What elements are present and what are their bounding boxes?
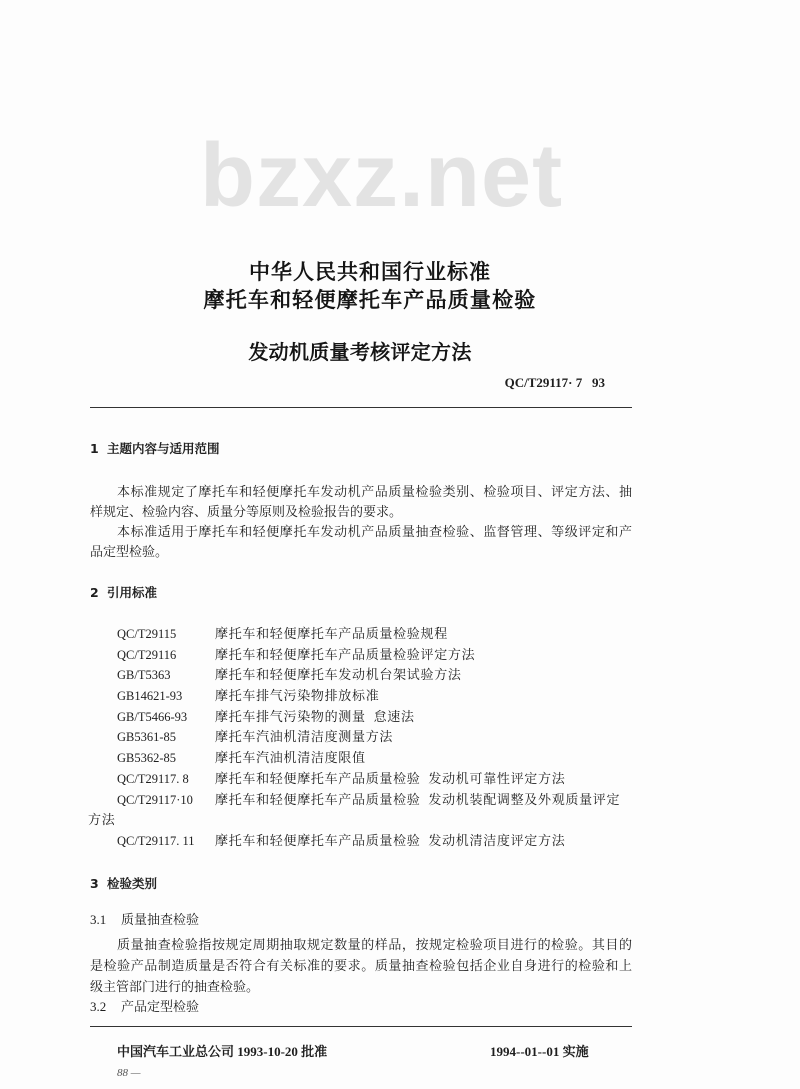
section-number: 3 [90, 876, 99, 891]
section-3-heading [90, 876, 157, 892]
paragraph-line: 本标准规定了摩托车和轻便摩托车发动机产品质量检验类别、检验项目、评定方法、抽 [117, 484, 632, 499]
reference-item [117, 707, 632, 728]
reference-name: 摩托车和轻便摩托车产品质量检验 发动机装配调整及外观质量评定 [215, 791, 621, 807]
reference-name: 摩托车和轻便摩托车产品质量检验评定方法 [215, 646, 476, 662]
paragraph-line: 是检验产品制造质量是否符合有关标准的要求。质量抽查检验包括企业自身进行的检验和上 [90, 958, 632, 973]
subsection-3-1-heading [90, 910, 199, 930]
document-subtitle: 发动机质量考核评定方法 [248, 340, 472, 364]
section-number: 1 [90, 441, 99, 456]
subsection-3-1-body [90, 934, 632, 997]
reference-code: GB5361-85 [117, 730, 177, 745]
reference-code: QC/T29117·10 [117, 792, 193, 807]
reference-code: QC/T29117. 8 [117, 771, 189, 786]
reference-code: GB/T5466-93 [117, 709, 188, 724]
footer-divider [90, 1026, 632, 1027]
reference-name: 摩托车汽油机清洁度测量方法 [215, 729, 394, 745]
subsection-number: 3.1 [90, 912, 107, 927]
effective-date: 1994--01--01 实施 [490, 1044, 589, 1059]
approval-line: 中国汽车工业总公司 1993-10-20 批准 [117, 1044, 328, 1059]
subsection-number: 3.2 [90, 999, 107, 1014]
reference-item [117, 769, 632, 790]
section-title: 引用标准 [107, 585, 158, 600]
reference-item [117, 831, 632, 852]
page-number: 88 — [117, 1067, 141, 1079]
reference-item [117, 665, 632, 686]
reference-item [117, 686, 632, 707]
reference-name: 摩托车排气污染物的测量 怠速法 [215, 708, 415, 724]
reference-name: 摩托车和轻便摩托车产品质量检验 发动机可靠性评定方法 [215, 770, 566, 786]
header-divider [90, 407, 632, 408]
section-1-body [90, 482, 632, 562]
reference-item [117, 727, 632, 748]
document-title-line-1: 中华人民共和国行业标准 [249, 260, 491, 284]
reference-item [117, 624, 632, 645]
reference-name: 摩托车和轻便摩托车产品质量检验 发动机清洁度评定方法 [215, 832, 566, 848]
reference-code: GB5362-85 [117, 751, 177, 766]
reference-name: 摩托车和轻便摩托车发动机台架试验方法 [215, 667, 462, 683]
reference-item-continuation [88, 810, 632, 831]
section-2-heading [90, 585, 157, 601]
reference-code: GB/T5363 [117, 668, 171, 683]
reference-code: QC/T29116 [117, 647, 177, 662]
standard-number: QC/T29117· 7 93 [504, 375, 605, 390]
paragraph-line: 样规定、检验内容、质量分等原则及检验报告的要求。 [90, 504, 403, 519]
paragraph-line: 品定型检验。 [90, 544, 169, 559]
paragraph-line: 质量抽查检验指按规定周期抽取规定数量的样品，按规定检验项目进行的检验。其目的 [117, 937, 632, 952]
subsection-3-2-heading [90, 997, 199, 1017]
watermark-text: bzxz.net [200, 126, 564, 226]
document-title-line-2: 摩托车和轻便摩托车产品质量检验 [203, 288, 537, 312]
reference-name: 摩托车汽油机清洁度限值 [215, 750, 366, 766]
reference-code: QC/T29115 [117, 627, 177, 641]
reference-item [117, 748, 632, 769]
section-1-heading [90, 441, 220, 457]
reference-code: QC/T29117. 11 [117, 833, 195, 848]
section-number: 2 [90, 585, 99, 600]
reference-name-wrap: 方法 [88, 812, 116, 828]
reference-item [117, 645, 632, 666]
subsection-title: 质量抽查检验 [121, 912, 200, 927]
paragraph-line: 级主管部门进行的抽查检验。 [90, 979, 260, 994]
section-title: 主题内容与适用范围 [107, 441, 220, 456]
reference-name: 摩托车排气污染物排放标准 [215, 688, 380, 704]
paragraph-line: 本标准适用于摩托车和轻便摩托车发动机产品质量抽查检验、监督管理、等级评定和产 [117, 524, 632, 539]
section-title: 检验类别 [107, 876, 158, 891]
subsection-title: 产品定型检验 [121, 999, 200, 1014]
reference-code: GB14621-93 [117, 689, 183, 704]
reference-name: 摩托车和轻便摩托车产品质量检验规程 [215, 626, 448, 641]
reference-list [88, 624, 632, 852]
reference-item [117, 790, 632, 811]
